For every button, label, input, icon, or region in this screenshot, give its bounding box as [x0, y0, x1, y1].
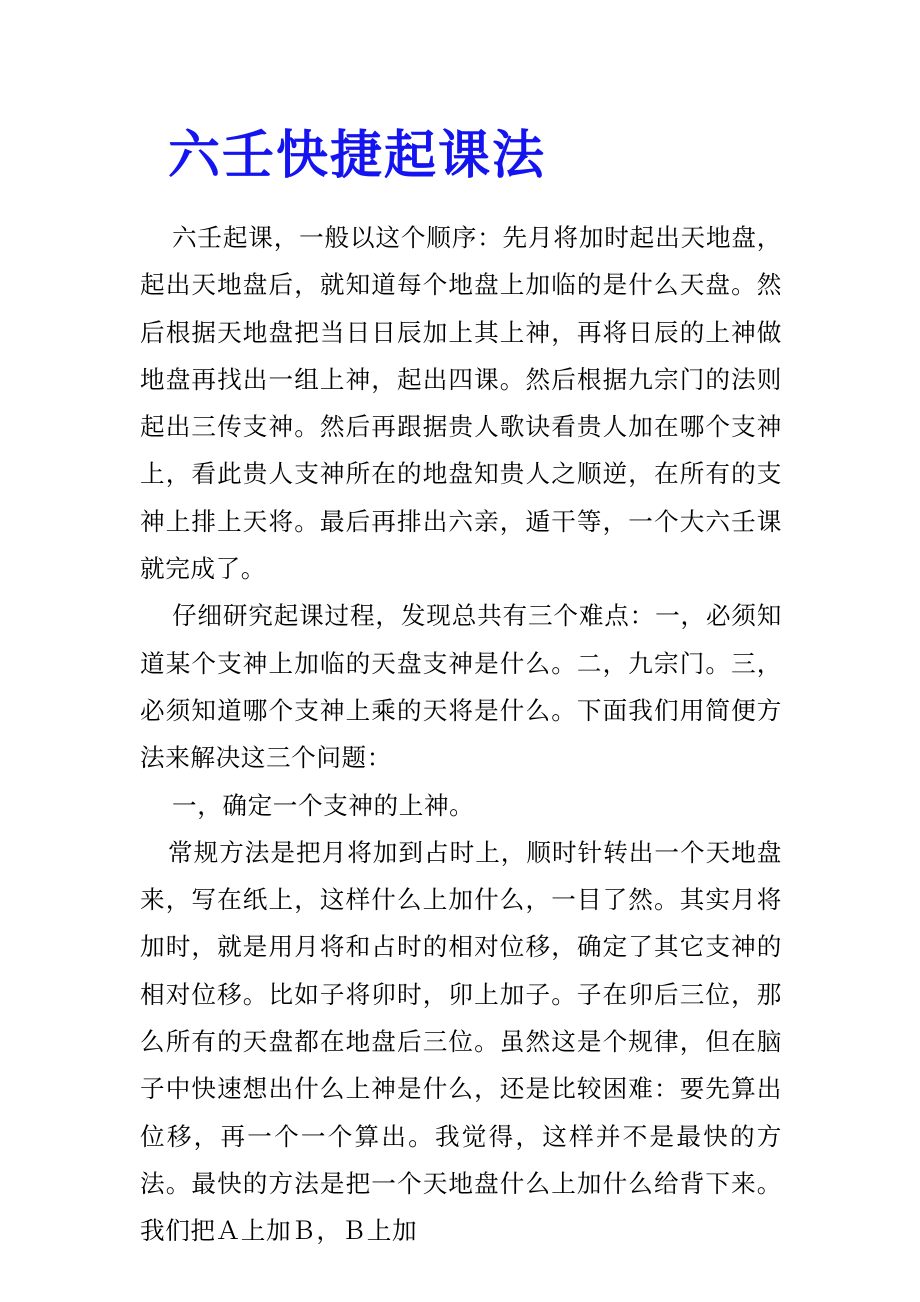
- document-body: [140, 214, 782, 1255]
- document-title: 六壬快捷起课法: [168, 126, 547, 186]
- section-heading-one: 一，确定一个支神的上神。: [172, 790, 475, 820]
- paragraph-difficulties: 仔细研究起课过程，发现总共有三个难点：一，必须知道某个支神上加临的天盘支神是什么。二，九宗门。三，必须知道哪个支神上乘的天将是什么。下面我们用简便方法来解决这三个问题：: [140, 601, 782, 773]
- paragraph-intro: 六壬起课，一般以这个顺序：先月将加时起出天地盘，起出天地盘后，就知道每个地盘上加临的是什么天盘。然后根据天地盘把当日日辰加上其上神，再将日辰的上神做地盘再找出一组上神，起出四课。然后根据九宗门的法则起出三传支神。然后再跟据贵人歌诀看贵人加在哪个支神上，看此贵人支神所在的地盘知贵人之顺逆，在所有的支神上排上天将。最后再排出六亲，遁干等，一个大六壬课就完成了。: [140, 223, 782, 584]
- paragraph-method: 常规方法是把月将加到占时上，顺时针转出一个天地盘来，写在纸上，这样什么上加什么，一目了然。其实月将加时，就是用月将和占时的相对位移，确定了其它支神的相对位移。比如子将卯时，卯上加子。子在卯后三位，那么所有的天盘都在地盘后三位。虽然这是个规律，但在脑子中快速想出什么上神是什么，还是比较困难：要先算出位移，再一个一个算出。我觉得，这样并不是最快的方法。最快的方法是把一个天地盘什么上加什么给背下来。我们把Ａ上加Ｂ，Ｂ上加: [140, 837, 782, 1246]
